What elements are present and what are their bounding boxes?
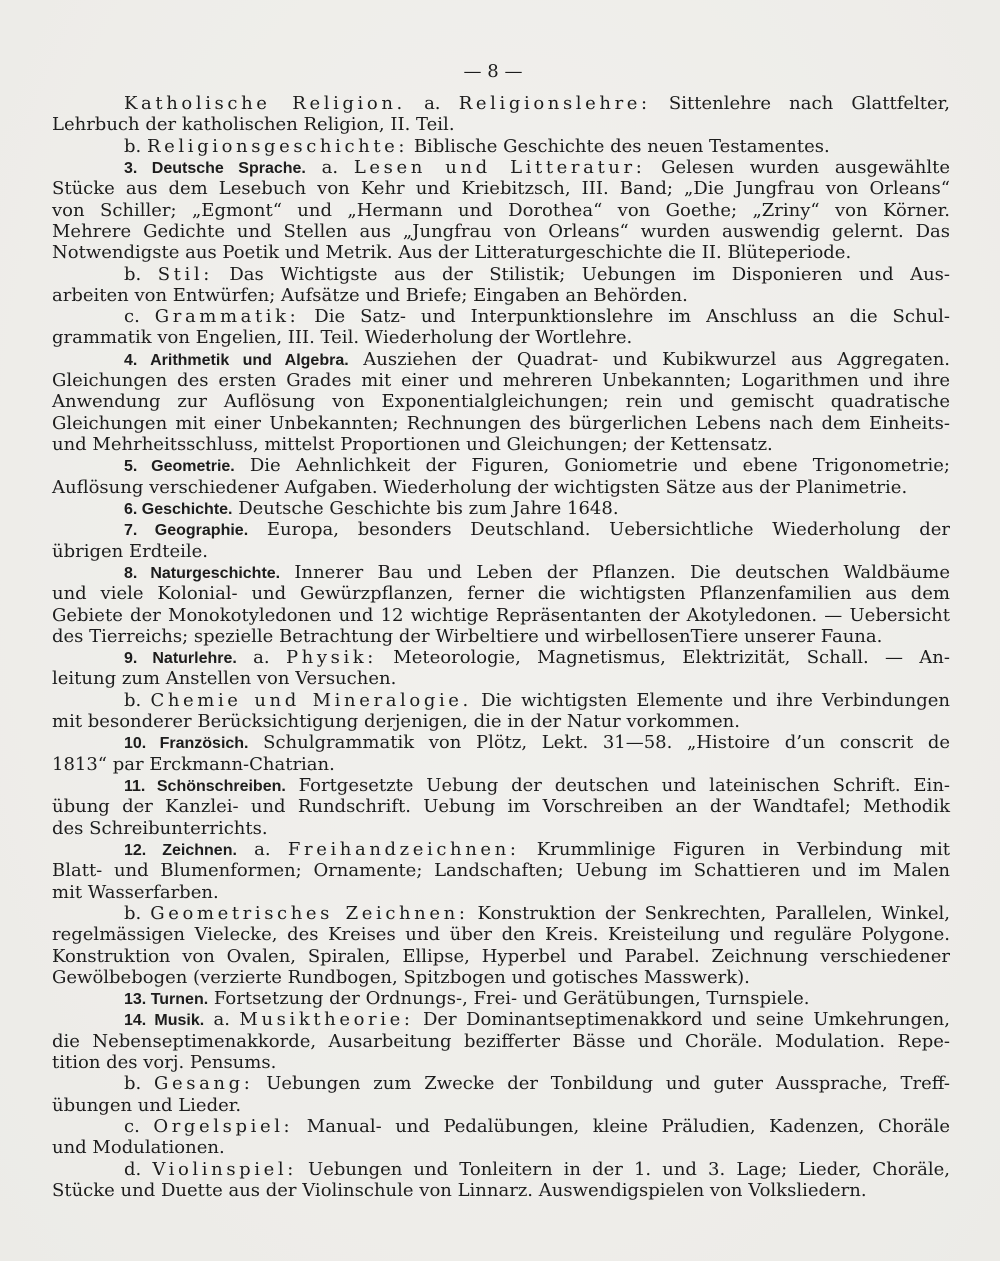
line-content (52, 860, 950, 881)
text-run: Das Wichtigste aus der Stilistik; Uebungen im Disponieren und Aus- (212, 263, 950, 285)
text-line (124, 498, 950, 519)
subsection-label: Physik: (285, 647, 377, 669)
text-run: Fortsetzung der Ordnungs-, Frei- und Gerätübungen, Turnspiele. (208, 988, 810, 1010)
subsection-label: Geometrisches Zeichnen: (150, 902, 469, 924)
line-content (124, 690, 950, 711)
paragraph (52, 775, 950, 839)
text-line (52, 221, 950, 242)
text-line (124, 1116, 950, 1137)
text-line (124, 455, 950, 476)
line-content (124, 1073, 950, 1094)
text-run: 1813“ par Erckmann-Chatrian. (52, 753, 335, 775)
subsection-label: Grammatik: (154, 306, 300, 328)
text-run: mit Wasserfarben. (52, 881, 219, 903)
text-run: leitung zum Anstellen von Versuchen. (52, 668, 397, 690)
text-line (52, 178, 950, 199)
text-run: Stücke und Duette aus der Violinschule von Linnarz. Auswendigspielen von Volksliedern. (52, 1179, 867, 1201)
line-content (52, 1052, 276, 1073)
text-run: Stücke aus dem Lesebuch von Kehr und Kriebitzsch, III. Band; „Die Jungfrau von Orleans“ (52, 178, 950, 200)
section-heading: 8. Naturgeschichte. (124, 564, 281, 582)
line-content (52, 114, 455, 135)
text-line (124, 93, 950, 114)
text-run: Gebiete der Monokotyledonen und 12 wichtige Repräsentanten der Akotyledonen. — Uebersicht (52, 604, 950, 626)
text-line (124, 157, 950, 178)
text-run: Anwendung zur Auflösung von Exponentialgleichungen; rein und gemischt quadratische (52, 391, 950, 413)
line-content (124, 157, 950, 179)
text-run: Innerer Bau und Leben der Pflanzen. Die deutschen Waldbäume (280, 561, 951, 583)
paragraph (52, 1116, 950, 1159)
text-body (52, 93, 950, 1201)
line-content (124, 903, 950, 924)
paragraph (52, 519, 950, 562)
text-line (52, 946, 950, 967)
text-run: grammatik von Engelien, III. Teil. Wiederholung der Wortlehre. (52, 327, 633, 349)
line-content (52, 221, 950, 242)
text-line (124, 349, 950, 370)
text-line (52, 711, 950, 732)
text-line (52, 796, 950, 817)
text-line (52, 626, 950, 647)
paragraph (52, 264, 950, 307)
paragraph (52, 1009, 950, 1073)
section-heading: 7. Geographie. (124, 522, 249, 540)
text-run: des Tierreichs; spezielle Betrachtung der Wirbeltiere und wirbellosenTiere unserer Fauna. (52, 625, 883, 647)
text-run: Uebungen zum Zwecke der Tonbildung und guter Aussprache, Treff- (253, 1073, 950, 1095)
text-run: und viele Kolonial- und Gewürzpflanzen, ferner die wichtigsten Pflanzenfamilien aus dem (52, 583, 950, 605)
section-heading: 11. Schönschreiben. (124, 778, 286, 795)
text-line (52, 434, 950, 455)
text-line (52, 200, 950, 221)
text-run: übungen und Lieder. (52, 1094, 242, 1116)
text-run: d. (124, 1158, 153, 1180)
text-run: des Schreibunterrichts. (52, 817, 268, 839)
line-content (124, 732, 950, 754)
text-run: c. (124, 1116, 154, 1137)
line-content (52, 882, 219, 903)
line-content (52, 583, 950, 604)
text-line (52, 967, 950, 988)
text-line (124, 903, 950, 924)
subsection-label: Freihandzeichnen: (287, 838, 520, 860)
section-heading: 3. Deutsche Sprache. (124, 159, 306, 177)
text-run: a. (204, 1009, 240, 1031)
paragraph (52, 1159, 950, 1202)
line-content (52, 541, 208, 562)
text-run: b. (124, 689, 151, 711)
paragraph (52, 136, 950, 157)
section-heading: 9. Naturlehre. (124, 650, 237, 668)
text-run: regelmässigen Vielecke, des Kreises und über den Kreis. Kreisteilung und reguläre Polygone. (52, 924, 950, 946)
line-content (52, 711, 740, 732)
text-run: Gleichungen mit einer Unbekannten; Rechnungen des bürgerlichen Lebens nach dem Einheits- (52, 412, 950, 434)
section-heading: 5. Geometrie. (124, 458, 235, 476)
text-line (124, 306, 950, 327)
text-run: b. (124, 902, 151, 924)
line-content (124, 775, 950, 797)
line-content (52, 668, 396, 689)
subsection-label: Lesen und Litteratur: (353, 156, 646, 178)
text-line (124, 264, 950, 285)
text-run: Fortgesetzte Uebung der deutschen und lateinischen Schrift. Ein- (285, 775, 950, 796)
text-line (124, 839, 950, 860)
subsection-label: Stil: (157, 263, 213, 285)
text-run: Europa, besonders Deutschland. Uebersichtliche Wiederholung der (248, 519, 951, 541)
text-line (52, 370, 950, 391)
text-line (52, 391, 950, 412)
line-content (52, 924, 950, 945)
text-run: mit besonderer Berücksichtigung derjenigen, die in der Natur vorkommen. (52, 711, 740, 733)
text-line (52, 1180, 950, 1201)
text-line (52, 583, 950, 604)
text-run: Mehrere Gedichte und Stellen aus „Jungfrau von Orleans“ wurden auswendig gelernt. Das (52, 220, 950, 242)
line-content (52, 434, 773, 455)
text-run: b. (124, 1073, 155, 1095)
line-content (52, 178, 950, 199)
line-content (52, 796, 950, 817)
text-line (52, 754, 950, 775)
text-run: Uebungen und Tonleitern in der 1. und 3. Lage; Lieder, Choräle, (296, 1158, 950, 1180)
text-line (52, 860, 950, 881)
line-content (52, 626, 882, 647)
text-line (124, 1009, 950, 1030)
text-run: arbeiten von Entwürfen; Aufsätze und Briefe; Eingaben an Behörden. (52, 284, 688, 306)
section-heading: 13. Turnen. (124, 991, 209, 1009)
text-run: übrigen Erdteile. (52, 540, 209, 562)
text-run: Blatt- und Blumenformen; Ornamente; Landschaften; Uebung im Schattieren und im Malen (52, 860, 950, 882)
text-run: Gelesen wurden ausgewählte (645, 156, 951, 178)
text-run: Die Satz- und Interpunktionslehre im Anschluss an die Schul- (299, 306, 950, 328)
paragraph (52, 647, 950, 690)
text-run: und Modulationen. (52, 1137, 225, 1159)
line-content (52, 413, 950, 434)
paragraph (52, 562, 950, 647)
paragraph (52, 903, 950, 988)
text-run: Auflösung verschiedener Aufgaben. Wiederholung der wichtigsten Sätze aus der Planimetrie. (52, 476, 908, 498)
paragraph (52, 839, 950, 903)
line-content (124, 264, 950, 285)
text-run: Gewölbebogen (verzierte Rundbogen, Spitzbogen und gotisches Masswerk). (52, 966, 750, 988)
text-run: Krummlinige Figuren in Verbindung mit (519, 838, 950, 860)
line-content (124, 349, 950, 371)
text-line (52, 327, 950, 348)
text-line (52, 1137, 950, 1158)
line-content (52, 391, 950, 412)
text-run: Gleichungen des ersten Grades mit einer und mehreren Unbekannten; Logarithmen und ihre (52, 370, 950, 392)
line-content (124, 1116, 950, 1137)
line-content (52, 327, 632, 348)
paragraph (52, 455, 950, 498)
text-line (52, 541, 950, 562)
text-line (124, 732, 950, 753)
paragraph (52, 306, 950, 349)
text-line (124, 1073, 950, 1094)
paragraph (52, 1073, 950, 1116)
paragraph (52, 349, 950, 456)
text-run: a. (236, 838, 288, 860)
line-content (124, 498, 619, 520)
text-line (124, 690, 950, 711)
text-line (52, 882, 950, 903)
line-content (124, 519, 950, 541)
text-run: und Mehrheitsschluss, mittelst Proportionen und Gleichungen; der Kettensatz. (52, 434, 773, 455)
line-content (52, 1180, 867, 1201)
line-content (124, 455, 950, 477)
line-content (52, 818, 268, 839)
text-line (52, 1052, 950, 1073)
subsection-label: Religionsgeschichte: (146, 135, 409, 157)
line-content (124, 562, 950, 584)
text-run: b. (124, 263, 158, 285)
text-run: Ausziehen der Quadrat- und Kubikwurzel aus Aggregaten. (348, 348, 951, 370)
text-run: c. (124, 306, 155, 328)
text-line (124, 136, 950, 157)
text-run: Die Aehnlichkeit der Figuren, Goniometrie und ebene Trigonometrie; (234, 455, 950, 477)
subsection-label: Orgelspiel: (153, 1116, 294, 1137)
text-run: b. (124, 135, 147, 157)
text-run: Notwendigste aus Poetik und Metrik. Aus der Litteraturgeschichte die II. Blüteperiode. (52, 242, 852, 264)
text-run: die Nebenseptimenakkorde, Ausarbeitung bezifferter Bässe und Choräle. Modulation. Repe- (52, 1030, 950, 1052)
line-content (52, 1031, 950, 1052)
section-heading: 12. Zeichnen. (124, 841, 237, 859)
page-number: — 8 — (463, 61, 523, 82)
line-content (52, 477, 907, 498)
subsection-label: Gesang: (154, 1073, 254, 1095)
text-run: Meteorologie, Magnetismus, Elektrizität, Schall. — An- (376, 647, 950, 669)
section-heading: 10. Französich. (124, 735, 249, 753)
paragraph (52, 93, 950, 136)
line-content (52, 946, 950, 967)
text-run: Lehrbuch der katholischen Religion, II. Teil. (52, 114, 455, 136)
text-line (124, 775, 950, 796)
text-run: Die wichtigsten Elemente und ihre Verbindungen (471, 689, 950, 711)
line-content (52, 370, 950, 391)
paragraph (52, 690, 950, 733)
line-content (52, 242, 851, 263)
text-line (52, 114, 950, 135)
line-content (124, 1159, 950, 1180)
line-content (52, 754, 335, 775)
text-run: übung der Kanzlei- und Rundschrift. Uebung im Vorschreiben an der Wandtafel; Methodik (52, 796, 950, 818)
text-run: Biblische Geschichte des neuen Testamentes. (408, 135, 830, 157)
text-line (124, 647, 950, 668)
text-run: von Schiller; „Egmont“ und „Hermann und Dorothea“ von Goethe; „Zriny“ von Körner. (52, 199, 950, 221)
line-content (52, 1095, 241, 1116)
paragraph (52, 732, 950, 775)
text-run: Konstruktion der Senkrechten, Parallelen, Winkel, (468, 902, 951, 924)
subsection-label: Religionslehre: (458, 93, 651, 114)
text-line (52, 668, 950, 689)
text-line (52, 242, 950, 263)
line-content (124, 988, 810, 1010)
text-run: Konstruktion von Ovalen, Spiralen, Ellipse, Hyperbel und Parabel. Zeichnung verschiedener (52, 945, 950, 967)
text-line (52, 1031, 950, 1052)
text-run: a. (305, 156, 354, 178)
line-content (52, 967, 750, 988)
text-run: Der Dominantseptimenakkord und seine Umkehrungen, (413, 1009, 950, 1031)
line-content (124, 1009, 950, 1031)
subsection-label: Violinspiel: (152, 1158, 297, 1180)
line-content (52, 605, 950, 626)
text-run: Deutsche Geschichte bis zum Jahre 1648. (232, 497, 619, 519)
text-line (52, 477, 950, 498)
paragraph (52, 157, 950, 264)
subsection-label: Musiktheorie: (239, 1009, 414, 1031)
text-line (124, 519, 950, 540)
line-content (52, 285, 688, 306)
subsection-label: Katholische Religion. (124, 93, 406, 114)
text-line (124, 1159, 950, 1180)
line-content (124, 306, 950, 327)
subsection-label: Chemie und Mineralogie. (150, 689, 472, 711)
paragraph (52, 498, 950, 519)
line-content (124, 647, 950, 669)
line-content (52, 1137, 225, 1158)
line-content (124, 839, 950, 861)
text-run: Sittenlehre nach Glattfelter, (650, 93, 950, 114)
text-line (52, 924, 950, 945)
text-run: tition des vorj. Pensums. (52, 1052, 277, 1074)
text-line (52, 605, 950, 626)
text-line (52, 818, 950, 839)
text-line (124, 562, 950, 583)
section-heading: 6. Geschichte. (124, 500, 233, 518)
text-line (52, 1095, 950, 1116)
section-heading: 14. Musik. (124, 1012, 205, 1030)
line-content (52, 200, 950, 221)
text-run: Schulgrammatik von Plötz, Lekt. 31—58. „Histoire d’un conscrit de (248, 732, 950, 754)
text-line (52, 413, 950, 434)
text-run: Manual- und Pedalübungen, kleine Präludien, Kadenzen, Choräle (293, 1116, 951, 1137)
text-line (52, 285, 950, 306)
line-content (124, 93, 950, 114)
text-run: a. (236, 647, 286, 669)
paragraph (52, 988, 950, 1009)
text-line (124, 988, 950, 1009)
section-heading: 4. Arithmetik und Algebra. (124, 351, 349, 369)
text-run: a. (405, 93, 459, 114)
line-content (124, 136, 830, 157)
